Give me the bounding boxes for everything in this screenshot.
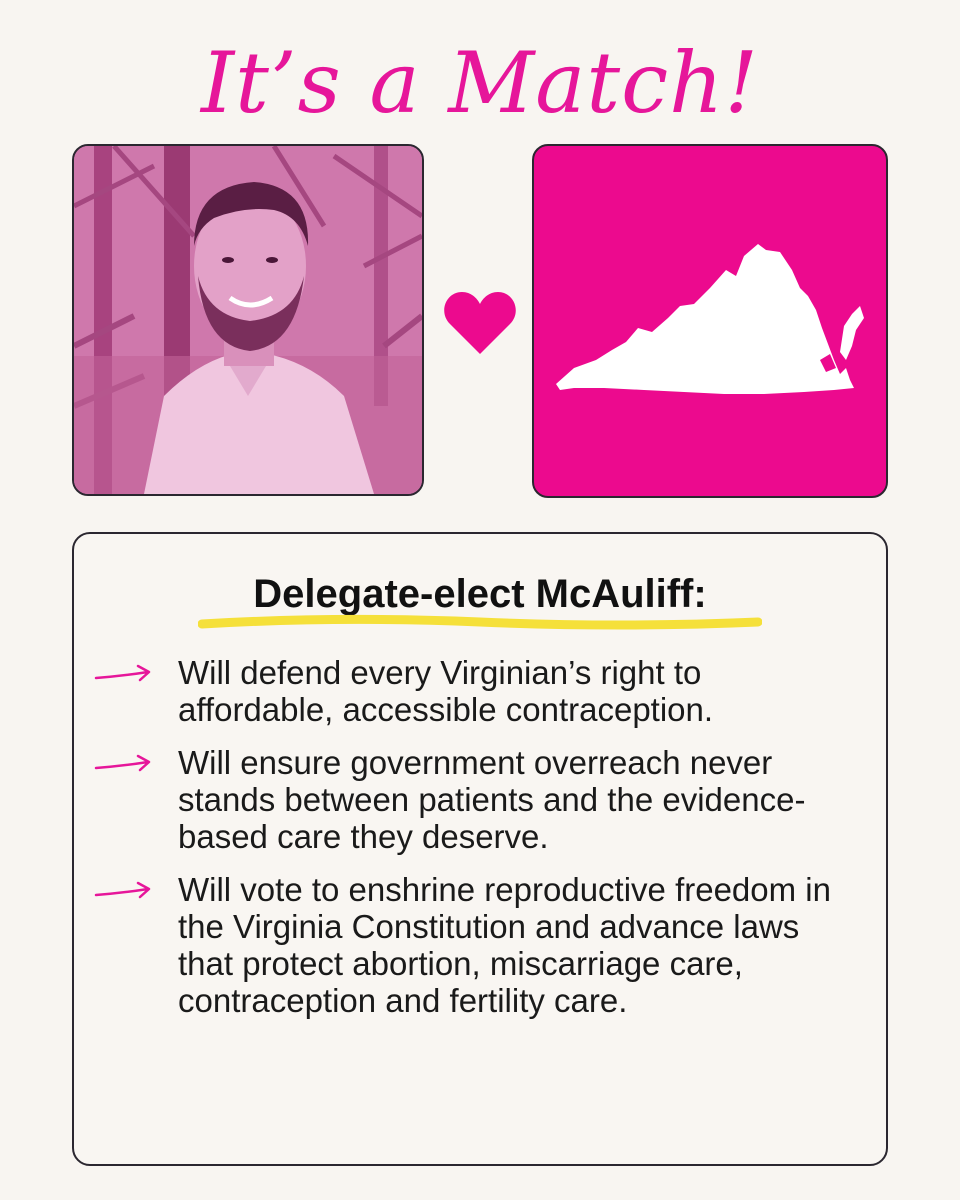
bullet-list bbox=[74, 654, 886, 1035]
bullet-item bbox=[74, 654, 886, 728]
bullet-text: Will ensure government overreach never stands between patients and the evidence-based care they deserve. bbox=[178, 744, 806, 855]
virginia-map bbox=[534, 146, 886, 496]
bullet-text: Will defend every Virginian’s right to affordable, accessible contraception. bbox=[178, 654, 714, 728]
arrow-right-icon bbox=[94, 664, 152, 686]
page-title: It’s a Match! bbox=[201, 34, 759, 132]
heart-icon bbox=[444, 290, 516, 356]
bullet-item bbox=[74, 871, 886, 1019]
candidate-photo-illustration bbox=[74, 146, 422, 494]
bullet-text: Will vote to enshrine reproductive freedom in the Virginia Constitution and advance laws that protect abortion, miscarriage care, contraception and fertility care. bbox=[178, 871, 831, 1019]
candidate-photo bbox=[72, 144, 424, 496]
arrow-right-icon bbox=[94, 881, 152, 903]
info-card bbox=[72, 532, 888, 1166]
card-heading: Delegate-elect McAuliff: bbox=[253, 572, 707, 616]
highlight-underline bbox=[198, 612, 762, 634]
arrow-right-icon bbox=[94, 754, 152, 776]
bullet-item bbox=[74, 744, 886, 855]
virginia-map-panel bbox=[532, 144, 888, 498]
